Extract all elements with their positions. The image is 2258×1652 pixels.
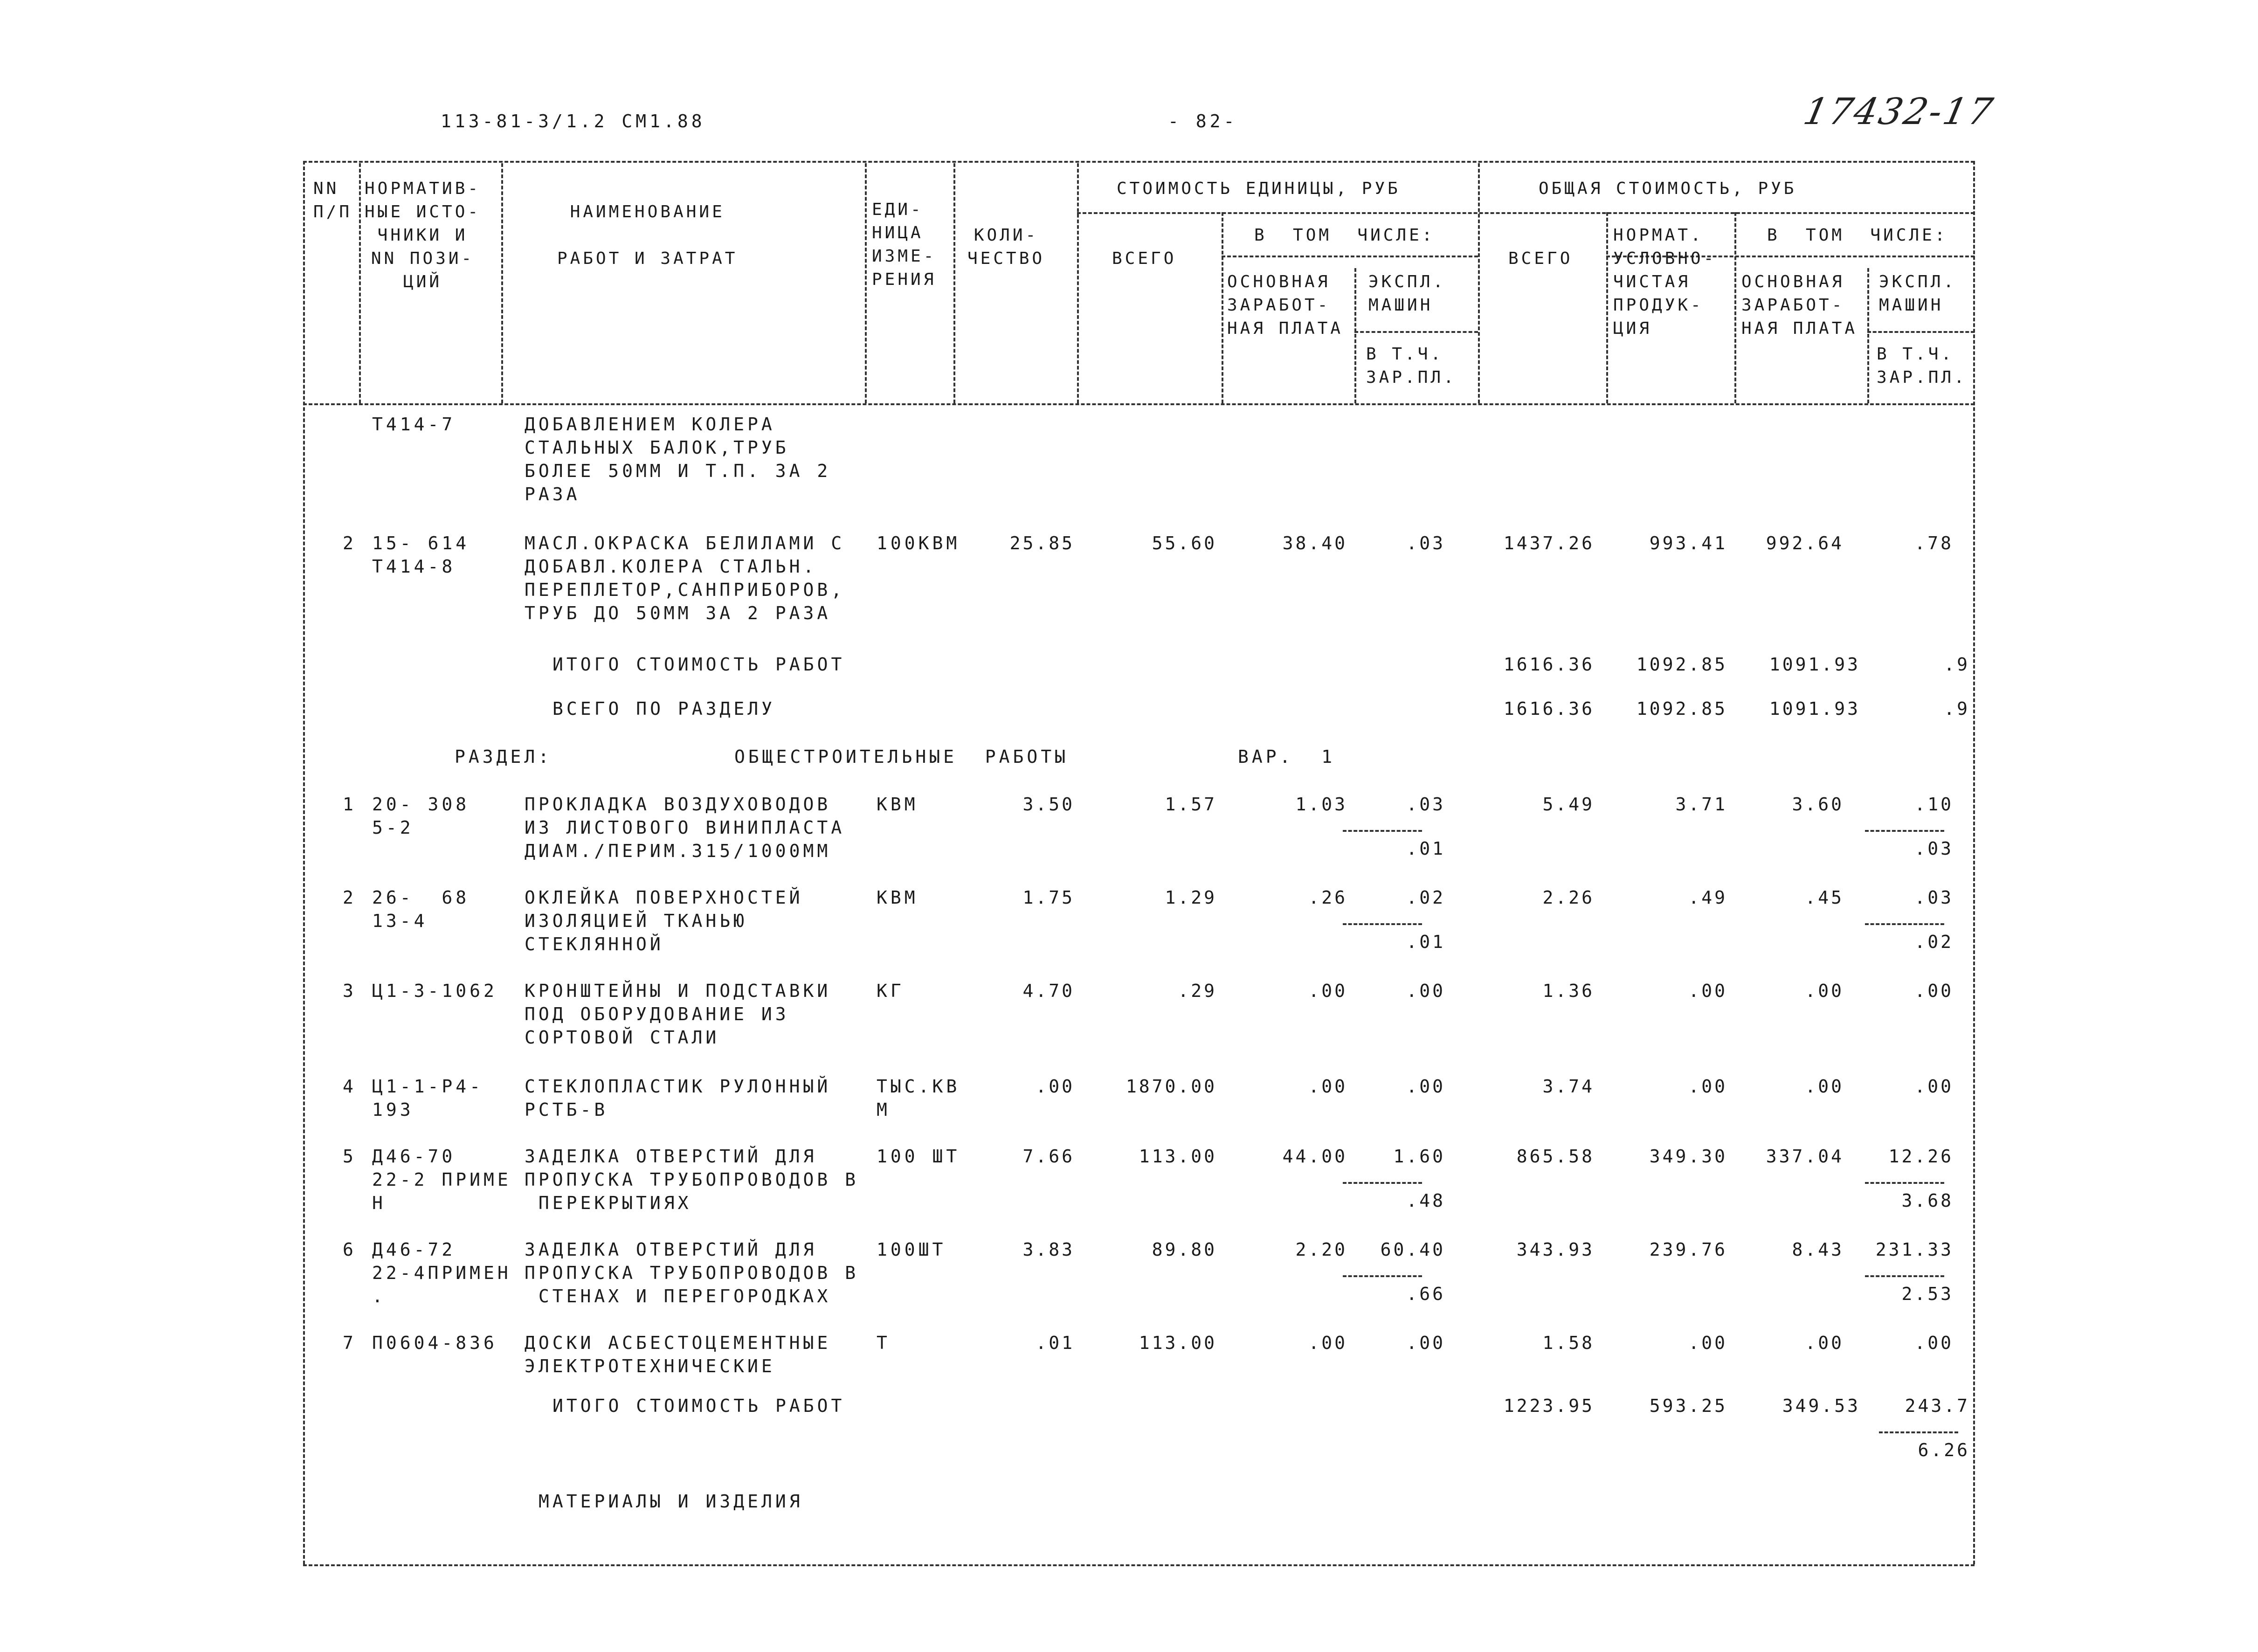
page-number: - 82- <box>1168 111 1238 131</box>
row-total-all: 1223.95 <box>1503 1396 1595 1416</box>
row-unit-machine: .00 <box>1406 981 1445 1001</box>
unit-machine-divider <box>1343 830 1422 832</box>
row-unit-wage: 1.03 <box>1295 794 1347 815</box>
row-unit: Т <box>877 1333 891 1353</box>
row-ref: 15- 614 Т414-8 <box>372 533 470 577</box>
header-unit-machine: ЭКСПЛ. МАШИН <box>1368 272 1446 315</box>
row-total-norm-net: 3.71 <box>1675 794 1727 815</box>
row-total-norm-net: .00 <box>1688 981 1727 1001</box>
row-ref: Ц1-3-1062 <box>372 981 497 1001</box>
row-total-machine: 12.26 <box>1888 1146 1954 1167</box>
unit-machine-divider <box>1343 923 1422 925</box>
row-number: 2 <box>343 887 357 908</box>
row-total-machine: .78 <box>1914 533 1954 553</box>
row-number: 1 <box>343 794 357 815</box>
row-name: ЗАДЕЛКА ОТВЕРСТИЙ ДЛЯ ПРОПУСКА ТРУБОПРОВОДОВ В СТЕНАХ И ПЕРЕГОРОДКАХ <box>525 1239 859 1306</box>
row-total-machine: .9 <box>1944 698 1970 719</box>
row-unit-total: 55.60 <box>1152 533 1217 553</box>
row-unit-wage: 38.40 <box>1282 533 1347 553</box>
header-qty: КОЛИ- ЧЕСТВО <box>967 226 1045 268</box>
row-ref: П0604-836 <box>372 1333 497 1353</box>
row-total-norm-net: 593.25 <box>1649 1396 1727 1416</box>
row-unit-wage: 2.20 <box>1295 1239 1347 1260</box>
row-qty: 25.85 <box>1009 533 1075 553</box>
row-total-norm-net: .49 <box>1688 887 1727 908</box>
row-name: ИТОГО СТОИМОСТЬ РАБОТ <box>552 654 845 675</box>
row-total-all: 5.49 <box>1542 794 1595 815</box>
row-total-all: 1437.26 <box>1503 533 1595 553</box>
header-total-cost: ОБЩАЯ СТОИМОСТЬ, РУБ <box>1539 179 1797 198</box>
row-total-wage: 8.43 <box>1792 1239 1844 1260</box>
row-name: МАСЛ.ОКРАСКА БЕЛИЛАМИ С ДОБАВЛ.КОЛЕРА СТАЛЬН. ПЕРЕПЛЕТОР,САНПРИБОРОВ, ТРУБ ДО 50ММ ЗА 2 РАЗА <box>525 533 845 623</box>
row-total-all: 1.58 <box>1542 1333 1595 1353</box>
row-name: ПРОКЛАДКА ВОЗДУХОВОДОВ ИЗ ЛИСТОВОГО ВИНИПЛАСТА ДИАМ./ПЕРИМ.315/1000ММ <box>525 794 845 861</box>
row-total-wage: 349.53 <box>1782 1396 1860 1416</box>
row-unit-total: 89.80 <box>1152 1239 1217 1260</box>
header-total-incl: В ТОМ ЧИСЛЕ: <box>1767 226 1948 245</box>
row-total-wage: .00 <box>1805 1076 1844 1097</box>
row-total-wage: .45 <box>1805 887 1844 908</box>
row-ref: 26- 68 13-4 <box>372 887 470 931</box>
row-name: ИТОГО СТОИМОСТЬ РАБОТ <box>552 1396 845 1416</box>
row-name: ВСЕГО ПО РАЗДЕЛУ <box>552 698 776 719</box>
header-nn: NN П/П <box>313 179 352 221</box>
row-total-wage: .00 <box>1805 1333 1844 1353</box>
row-unit-wage: 44.00 <box>1282 1146 1347 1167</box>
row-unit-wage: .00 <box>1308 1333 1347 1353</box>
row-name: СТЕКЛОПЛАСТИК РУЛОННЫЙ РСТБ-В <box>525 1076 831 1120</box>
row-total-wage: 337.04 <box>1766 1146 1844 1167</box>
row-name: ОКЛЕЙКА ПОВЕРХНОСТЕЙ ИЗОЛЯЦИЕЙ ТКАНЬЮ СТЕКЛЯННОЙ <box>525 887 803 954</box>
row-total-all: 1.36 <box>1542 981 1595 1001</box>
row-unit: ТЫС.КВ М <box>877 1076 960 1120</box>
header-unit-machine-wage: В Т.Ч. ЗАР.ПЛ. <box>1366 345 1457 387</box>
row-unit-machine-wage: .01 <box>1406 932 1445 952</box>
row-total-all: 865.58 <box>1516 1146 1595 1167</box>
row-total-norm-net: 349.30 <box>1649 1146 1727 1167</box>
row-name: ДОСКИ АСБЕСТОЦЕМЕНТНЫЕ ЭЛЕКТРОТЕХНИЧЕСКИЕ <box>525 1333 831 1376</box>
row-unit-machine: .00 <box>1406 1333 1445 1353</box>
row-ref: Д46-72 22-4ПРИМЕН . <box>372 1239 511 1306</box>
row-unit: КВМ <box>877 794 918 815</box>
row-number: 4 <box>343 1076 357 1097</box>
row-total-machine: .00 <box>1914 1333 1954 1353</box>
row-unit-wage: .00 <box>1308 1076 1347 1097</box>
row-total-norm-net: .00 <box>1688 1333 1727 1353</box>
row-qty: 7.66 <box>1022 1146 1075 1167</box>
row-unit-wage: .00 <box>1308 981 1347 1001</box>
row-unit-machine-wage: .48 <box>1406 1190 1445 1211</box>
row-total-machine-wage: 2.53 <box>1901 1284 1954 1304</box>
row-unit-total: 1.29 <box>1165 887 1217 908</box>
row-unit-machine: .00 <box>1406 1076 1445 1097</box>
row-ref: Т414-7 <box>372 414 456 435</box>
row-unit-total: 1870.00 <box>1126 1076 1217 1097</box>
unit-machine-divider <box>1343 1275 1422 1277</box>
header-unit-incl: В ТОМ ЧИСЛЕ: <box>1254 226 1435 245</box>
row-total-norm-net: 239.76 <box>1649 1239 1727 1260</box>
row-total-norm-net: .00 <box>1688 1076 1727 1097</box>
row-qty: 4.70 <box>1022 981 1075 1001</box>
header-total-norm-net: НОРМАТ. УСЛОВНО- ЧИСТАЯ ПРОДУК- ЦИЯ <box>1613 226 1717 338</box>
row-name: ДОБАВЛЕНИЕМ КОЛЕРА СТАЛЬНЫХ БАЛОК,ТРУБ БОЛЕЕ 50ММ И Т.П. ЗА 2 РАЗА <box>525 414 831 505</box>
row-ref: Д46-70 22-2 ПРИМЕ Н <box>372 1146 511 1213</box>
section-title: ОБЩЕСТРОИТЕЛЬНЫЕ РАБОТЫ <box>734 747 1069 767</box>
row-unit: КГ <box>877 981 905 1001</box>
row-unit-machine: .02 <box>1406 887 1445 908</box>
row-total-norm-net: 1092.85 <box>1636 698 1727 719</box>
row-total-wage: 1091.93 <box>1769 654 1860 675</box>
row-unit-machine: .03 <box>1406 794 1445 815</box>
row-unit: 100ШТ <box>877 1239 946 1260</box>
row-unit-wage: .26 <box>1308 887 1347 908</box>
header-name: НАИМЕНОВАНИЕ РАБОТ И ЗАТРАТ <box>557 202 738 268</box>
total-machine-divider <box>1879 1431 1958 1433</box>
row-unit-machine-wage: .01 <box>1406 838 1445 859</box>
row-unit: 100КВМ <box>877 533 960 553</box>
document-code: 113-81-3/1.2 СМ1.88 <box>441 111 705 131</box>
row-total-machine: .10 <box>1914 794 1954 815</box>
row-total-machine: .9 <box>1944 654 1970 675</box>
row-number: 5 <box>343 1146 357 1167</box>
row-total-machine: .00 <box>1914 1076 1954 1097</box>
row-total-all: 2.26 <box>1542 887 1595 908</box>
row-unit-machine: .03 <box>1406 533 1445 553</box>
header-unit: ЕДИ- НИЦА ИЗМЕ- РЕНИЯ <box>872 200 937 289</box>
row-total-wage: 1091.93 <box>1769 698 1860 719</box>
row-total-wage: 992.64 <box>1766 533 1844 553</box>
row-total-all: 343.93 <box>1516 1239 1595 1260</box>
total-machine-divider <box>1865 830 1944 832</box>
row-total-all: 1616.36 <box>1503 698 1595 719</box>
row-total-wage: .00 <box>1805 981 1844 1001</box>
row-ref: 20- 308 5-2 <box>372 794 470 838</box>
row-name: ЗАДЕЛКА ОТВЕРСТИЙ ДЛЯ ПРОПУСКА ТРУБОПРОВОДОВ В ПЕРЕКРЫТИЯХ <box>525 1146 859 1213</box>
row-qty: 1.75 <box>1022 887 1075 908</box>
handwritten-stamp: 17432-17 <box>1800 91 1998 133</box>
header-total-all: ВСЕГО <box>1508 249 1573 268</box>
total-machine-divider <box>1865 1182 1944 1184</box>
header-unit-cost: СТОИМОСТЬ ЕДИНИЦЫ, РУБ <box>1117 179 1401 198</box>
row-total-all: 3.74 <box>1542 1076 1595 1097</box>
row-number: 6 <box>343 1239 357 1260</box>
row-total-machine: 231.33 <box>1875 1239 1954 1260</box>
section-variant: ВАР. 1 <box>1238 747 1336 767</box>
row-unit-machine: 1.60 <box>1393 1146 1445 1167</box>
row-number: 3 <box>343 981 357 1001</box>
row-total-all: 1616.36 <box>1503 654 1595 675</box>
row-name: КРОНШТЕЙНЫ И ПОДСТАВКИ ПОД ОБОРУДОВАНИЕ ИЗ СОРТОВОЙ СТАЛИ <box>525 981 831 1048</box>
row-number: 7 <box>343 1333 357 1353</box>
row-total-machine-wage: 3.68 <box>1901 1190 1954 1211</box>
row-total-machine-wage: 6.26 <box>1918 1440 1970 1460</box>
row-total-machine-wage: .03 <box>1914 838 1954 859</box>
row-unit: 100 ШТ <box>877 1146 960 1167</box>
row-ref: Ц1-1-Р4- 193 <box>372 1076 484 1120</box>
row-qty: 3.50 <box>1022 794 1075 815</box>
row-total-machine: 243.7 <box>1905 1396 1970 1416</box>
total-machine-divider <box>1865 923 1944 925</box>
header-norm-source: НОРМАТИВ- НЫЕ ИСТО- ЧНИКИ И NN ПОЗИ- ЦИЙ <box>365 179 481 291</box>
section-label: РАЗДЕЛ: <box>455 747 552 767</box>
header-unit-basic-wage: ОСНОВНАЯ ЗАРАБОТ- НАЯ ПЛАТА <box>1227 272 1344 338</box>
materials-heading: МАТЕРИАЛЫ И ИЗДЕЛИЯ <box>539 1491 803 1512</box>
row-unit-machine: 60.40 <box>1380 1239 1445 1260</box>
header-total-machine-wage: В Т.Ч. ЗАР.ПЛ. <box>1877 345 1967 387</box>
row-unit: КВМ <box>877 887 918 908</box>
row-unit-total: 113.00 <box>1139 1333 1217 1353</box>
row-unit-total: 113.00 <box>1139 1146 1217 1167</box>
row-qty: .00 <box>1036 1076 1075 1097</box>
row-unit-total: 1.57 <box>1165 794 1217 815</box>
row-qty: 3.83 <box>1022 1239 1075 1260</box>
row-total-machine-wage: .02 <box>1914 932 1954 952</box>
row-unit-machine-wage: .66 <box>1406 1284 1445 1304</box>
header-total-machine: ЭКСПЛ. МАШИН <box>1879 272 1957 315</box>
row-total-machine: .00 <box>1914 981 1954 1001</box>
header-unit-total: ВСЕГО <box>1112 249 1177 268</box>
row-total-machine: .03 <box>1914 887 1954 908</box>
total-machine-divider <box>1865 1275 1944 1277</box>
row-total-wage: 3.60 <box>1792 794 1844 815</box>
unit-machine-divider <box>1343 1182 1422 1184</box>
row-total-norm-net: 993.41 <box>1649 533 1727 553</box>
row-number: 2 <box>343 533 357 553</box>
row-total-norm-net: 1092.85 <box>1636 654 1727 675</box>
row-qty: .01 <box>1036 1333 1075 1353</box>
row-unit-total: .29 <box>1178 981 1217 1001</box>
header-total-basic-wage: ОСНОВНАЯ ЗАРАБОТ- НАЯ ПЛАТА <box>1741 272 1858 338</box>
